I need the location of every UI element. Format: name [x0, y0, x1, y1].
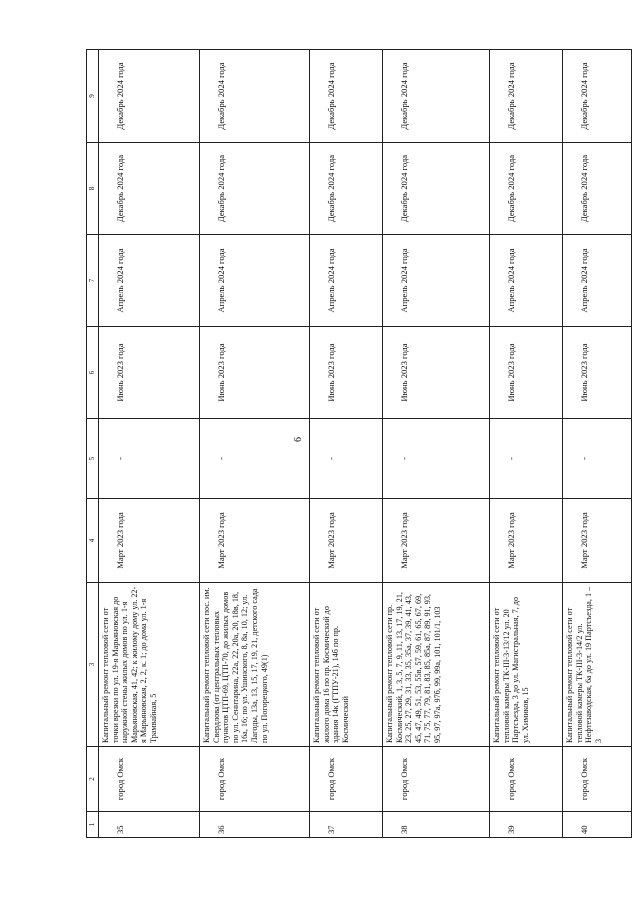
date-cell: Март 2023 года	[563, 499, 632, 583]
date-cell: Декабрь 2024 года	[99, 143, 200, 235]
date-cell: Июнь 2023 года	[310, 327, 383, 419]
date-cell: Апрель 2024 года	[200, 235, 310, 327]
page-number: 6	[293, 437, 304, 442]
date-cell: Декабрь 2024 года	[383, 50, 490, 143]
date-cell: Июнь 2023 года	[383, 327, 490, 419]
description-cell: Капитальный ремонт тепловой сети пос. им. Свердлова (от центральных тепловых пунктов ЦТП-69, ЦТП-70, до жилых домов по ул. Сеннтарина, 22а, 22, 20а, 20, 18в, 18, 16а, 16; по ул. Ушинского, 8, 8а, 10, 12; ул. Лагоды, 13а, 13, 15, 17, 19, 21, детского сада по ул. Погорецкого, 49(1)	[200, 583, 310, 747]
date-cell: Декабрь 2024 года	[310, 50, 383, 143]
col-num: 8	[87, 143, 99, 235]
table-row	[310, 50, 383, 838]
date-cell: -	[383, 419, 490, 499]
date-cell: Март 2023 года	[99, 499, 200, 583]
date-cell: -	[490, 419, 563, 499]
date-cell: Март 2023 года	[310, 499, 383, 583]
row-number: 35	[99, 812, 200, 838]
city-cell: город Омск	[383, 747, 490, 812]
date-cell: Декабрь 2024 года	[563, 50, 632, 143]
date-cell: Декабрь 2024 года	[490, 50, 563, 143]
date-cell: Декабрь 2024 года	[563, 143, 632, 235]
city-cell: город Омск	[200, 747, 310, 812]
date-cell: Июнь 2023 года	[490, 327, 563, 419]
date-cell: -	[200, 419, 310, 499]
table-area	[86, 50, 603, 838]
description-cell: Капитальный ремонт тепловой сети от тепловой камеры ТК-III-3-14/2 ул. Нефтезаводская, 6а до ул. 19 Партсъезда, 1 – 3	[563, 583, 632, 747]
row-number: 40	[563, 812, 632, 838]
date-cell: Июнь 2023 года	[563, 327, 632, 419]
col-num: 4	[87, 499, 99, 583]
date-cell: Март 2023 года	[490, 499, 563, 583]
date-cell: Апрель 2024 года	[99, 235, 200, 327]
row-number: 36	[200, 812, 310, 838]
column-number-row	[87, 50, 99, 838]
date-cell: Апрель 2024 года	[490, 235, 563, 327]
date-cell: Март 2023 года	[200, 499, 310, 583]
table-row	[383, 50, 490, 838]
city-cell: город Омск	[490, 747, 563, 812]
date-cell: Апрель 2024 года	[310, 235, 383, 327]
description-cell: Капитальный ремонт тепловой сети от точки врезки по ул. 19-я Марьяновская до наружной стены жилых домов по ул. 1-я Марьяновская, 41, 42; к жилому дому ул. 22-я Марьяновская, 2, 2, к. 1; до дома ул. 1-я Трамвайная, 5	[99, 583, 200, 747]
date-cell: -	[310, 419, 383, 499]
col-num: 6	[87, 327, 99, 419]
date-cell: -	[99, 419, 200, 499]
row-number: 39	[490, 812, 563, 838]
table-row	[490, 50, 563, 838]
description-cell: Капитальный ремонт тепловой сети пр. Космический, 1, 3, 5, 7, 9, 11, 13, 17, 19, 21, 23, 25, 27, 29, 31, 33, 35, 35а, 37, 39, 41, 43, 45, 47, 49, 51, 53, 55в, 57, 59, 61, 65, 67, 69, 71, 75, 77, 79, 81, 83, 85, 85а, 87, 89, 91, 93, 95, 97, 97а, 97б, 99, 99а, 101, 101/1, 103	[383, 583, 490, 747]
date-cell: Июнь 2023 года	[99, 327, 200, 419]
date-cell: Декабрь 2024 года	[383, 143, 490, 235]
description-cell: Капитальный ремонт тепловой сети от жилого дома 16 по пр. Космический до здания 14к (ГТПУ-21), 14б по пр. Космический	[310, 583, 383, 747]
date-cell: Апрель 2024 года	[563, 235, 632, 327]
col-num: 7	[87, 235, 99, 327]
table-row	[200, 50, 310, 838]
date-cell: Декабрь 2024 года	[200, 50, 310, 143]
row-number: 38	[383, 812, 490, 838]
date-cell: Декабрь 2024 года	[310, 143, 383, 235]
col-num: 1	[87, 812, 99, 838]
date-cell: Декабрь 2024 года	[99, 50, 200, 143]
city-cell: город Омск	[310, 747, 383, 812]
col-num: 3	[87, 583, 99, 747]
date-cell: Декабрь 2024 года	[490, 143, 563, 235]
date-cell: Апрель 2024 года	[383, 235, 490, 327]
city-cell: город Омск	[99, 747, 200, 812]
row-number: 37	[310, 812, 383, 838]
description-cell: Капитальный ремонт тепловой сети от тепловой камеры ТК-III-3-13/12 ул. 20 Партсъезда, 3 до ул. Магистральная, 7, до ул. Химиков, 15	[490, 583, 563, 747]
col-num: 2	[87, 747, 99, 812]
col-num: 5	[87, 419, 99, 499]
table-row	[563, 50, 632, 838]
date-cell: Июнь 2023 года	[200, 327, 310, 419]
schedule-table	[86, 49, 632, 838]
date-cell: Март 2023 года	[383, 499, 490, 583]
col-num: 9	[87, 50, 99, 143]
rotated-table-wrapper	[86, 50, 603, 838]
date-cell: Декабрь 2024 года	[200, 143, 310, 235]
city-cell: город Омск	[563, 747, 632, 812]
date-cell: -	[563, 419, 632, 499]
table-row	[99, 50, 200, 838]
